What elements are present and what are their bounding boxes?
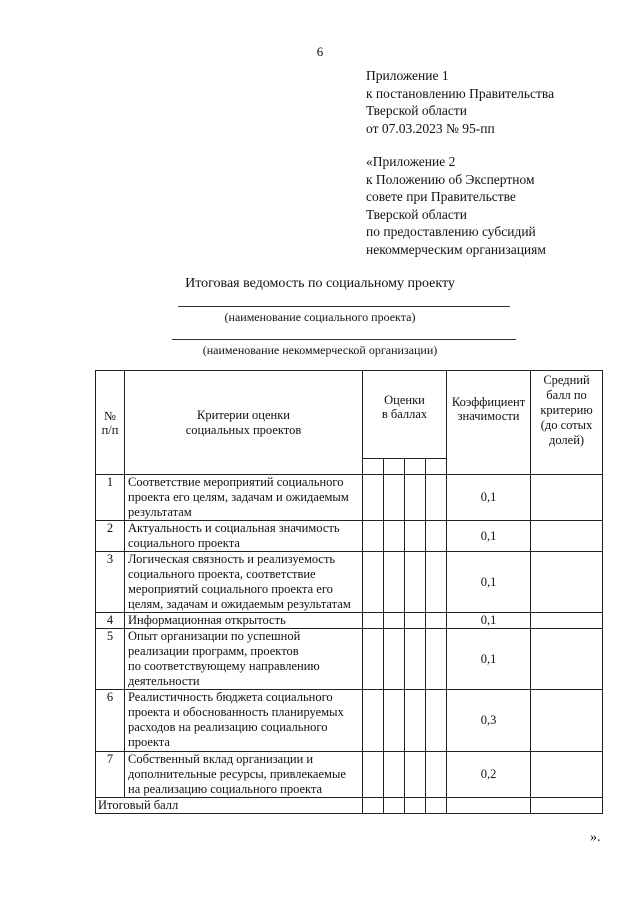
score-cell [405, 521, 426, 552]
score-cell [426, 475, 447, 521]
header-criteria [125, 371, 363, 475]
total-label: Итоговый балл [96, 798, 363, 814]
criteria-line: расходов на реализацию социального [128, 720, 328, 734]
appendix-block [366, 67, 626, 258]
criteria-line: Реалистичность бюджета социального [128, 690, 333, 704]
score-cell [363, 690, 384, 752]
row-criteria [125, 613, 363, 629]
row-average [531, 521, 603, 552]
header-line: социальных проектов [185, 422, 302, 437]
row-criteria [125, 475, 363, 521]
score-cell [384, 629, 405, 690]
appendix-line: к Положению об Экспертном [366, 171, 535, 187]
evaluation-table [95, 370, 603, 814]
criteria-line: деятельности [128, 674, 200, 688]
header-num [96, 371, 125, 475]
score-cell [405, 552, 426, 613]
row-coefficient: 0,1 [447, 552, 531, 613]
criteria-line: Опыт организации по успешной [128, 629, 301, 643]
table-row [96, 552, 603, 613]
page-number: 6 [316, 44, 324, 59]
score-cell [426, 752, 447, 798]
score-cell [426, 690, 447, 752]
header-line: в баллах [381, 407, 428, 421]
score-col-2 [384, 459, 405, 475]
header-line: критерию [540, 403, 593, 417]
appendix-line: Тверской области [366, 103, 467, 118]
header-line: Средний [543, 373, 590, 387]
criteria-line: Актуальность и социальная значимость [128, 521, 340, 535]
score-cell [405, 798, 426, 814]
score-cell [363, 752, 384, 798]
score-cell [363, 475, 384, 521]
score-cell [363, 521, 384, 552]
row-average [531, 613, 603, 629]
score-cell [363, 629, 384, 690]
score-cell [384, 752, 405, 798]
score-cell [384, 613, 405, 629]
score-cell [384, 552, 405, 613]
criteria-line: мероприятий социального проекта его [128, 582, 333, 596]
header-scores [363, 371, 447, 459]
header-line: долей) [548, 433, 585, 447]
table-row [96, 613, 603, 629]
criteria-line: по соответствующему направлению [128, 659, 320, 673]
row-criteria [125, 629, 363, 690]
score-cell [426, 521, 447, 552]
project-name-line [178, 306, 510, 307]
score-cell [363, 552, 384, 613]
score-cell [384, 690, 405, 752]
row-average [531, 475, 603, 521]
score-cell [363, 798, 384, 814]
row-average [531, 552, 603, 613]
criteria-line: Соответствие мероприятий социального [128, 475, 344, 489]
org-name-caption: (наименование некоммерческой организации) [202, 343, 438, 357]
criteria-line: Собственный вклад организации и [128, 752, 314, 766]
header-line: п/п [101, 422, 119, 437]
score-col-4 [426, 459, 447, 475]
header-row [96, 371, 603, 459]
score-cell [384, 521, 405, 552]
table-row [96, 690, 603, 752]
appendix-line: «Приложение 2 [366, 154, 456, 169]
score-cell [426, 613, 447, 629]
row-average [531, 629, 603, 690]
criteria-line: дополнительные ресурсы, привлекаемые [128, 767, 346, 781]
score-col-1 [363, 459, 384, 475]
row-coefficient: 0,1 [447, 475, 531, 521]
criteria-line: на реализацию социального проекта [128, 782, 323, 796]
score-cell [384, 798, 405, 814]
row-number: 5 [96, 629, 125, 690]
appendix-line: по предоставлению субсидий [366, 224, 536, 239]
appendix-line: к постановлению Правительства [366, 85, 555, 101]
criteria-line: результатам [128, 505, 192, 519]
total-coefficient [447, 798, 531, 814]
score-cell [426, 552, 447, 613]
row-coefficient: 0,1 [447, 613, 531, 629]
row-criteria [125, 521, 363, 552]
appendix-line: от 07.03.2023 № 95-пп [366, 120, 495, 136]
total-row [96, 798, 603, 814]
score-col-3 [405, 459, 426, 475]
table-row [96, 521, 603, 552]
appendix-line: Приложение 1 [366, 68, 449, 83]
row-average [531, 752, 603, 798]
row-criteria [125, 752, 363, 798]
table-row [96, 475, 603, 521]
criteria-line: реализации программ, проектов [128, 644, 299, 658]
appendix-line: Тверской области [366, 206, 467, 222]
total-average [531, 798, 603, 814]
score-cell [405, 475, 426, 521]
row-coefficient: 0,2 [447, 752, 531, 798]
score-cell [363, 613, 384, 629]
row-coefficient: 0,1 [447, 629, 531, 690]
appendix-2-reference [366, 153, 626, 258]
table-row [96, 629, 603, 690]
appendix-1-reference [366, 67, 626, 137]
score-cell [426, 798, 447, 814]
header-line: (до сотых [540, 418, 593, 432]
score-cell [405, 613, 426, 629]
document-title: Итоговая ведомость по социальному проекту [185, 276, 455, 291]
appendix-line: некоммерческим организациям [366, 241, 546, 257]
header-average [531, 371, 603, 475]
row-criteria [125, 690, 363, 752]
header-line: балл по [546, 388, 587, 402]
row-number: 4 [96, 613, 125, 629]
row-coefficient: 0,1 [447, 521, 531, 552]
criteria-line: Логическая связность и реализуемость [128, 552, 336, 566]
header-coefficient [447, 371, 531, 475]
table-row [96, 752, 603, 798]
criteria-line: проекта [128, 735, 170, 749]
criteria-line: социального проекта, соответствие [128, 567, 316, 581]
criteria-line: Информационная открытость [128, 613, 286, 627]
row-number: 6 [96, 690, 125, 752]
row-number: 3 [96, 552, 125, 613]
score-cell [405, 690, 426, 752]
row-number: 2 [96, 521, 125, 552]
criteria-line: социального проекта [128, 536, 240, 550]
criteria-line: проекта его целям, задачам и ожидаемым [128, 490, 349, 504]
header-line: Коэффициент [451, 395, 526, 409]
project-name-caption: (наименование социального проекта) [224, 310, 416, 324]
header-line: Оценки [384, 393, 425, 407]
header-line: Критерии оценки [197, 407, 290, 422]
appendix-line: совете при Правительстве [366, 189, 516, 204]
score-cell [384, 475, 405, 521]
header-line: № [104, 408, 116, 423]
closing-quote: ». [590, 830, 601, 845]
score-cell [405, 629, 426, 690]
score-cell [426, 629, 447, 690]
org-name-line [172, 339, 516, 340]
criteria-line: целям, задачам и ожидаемым результатам [128, 597, 351, 611]
row-coefficient: 0,3 [447, 690, 531, 752]
row-number: 1 [96, 475, 125, 521]
criteria-line: проекта и обоснованность планируемых [128, 705, 344, 719]
row-number: 7 [96, 752, 125, 798]
score-cell [405, 752, 426, 798]
header-line: значимости [457, 409, 520, 423]
row-average [531, 690, 603, 752]
row-criteria [125, 552, 363, 613]
